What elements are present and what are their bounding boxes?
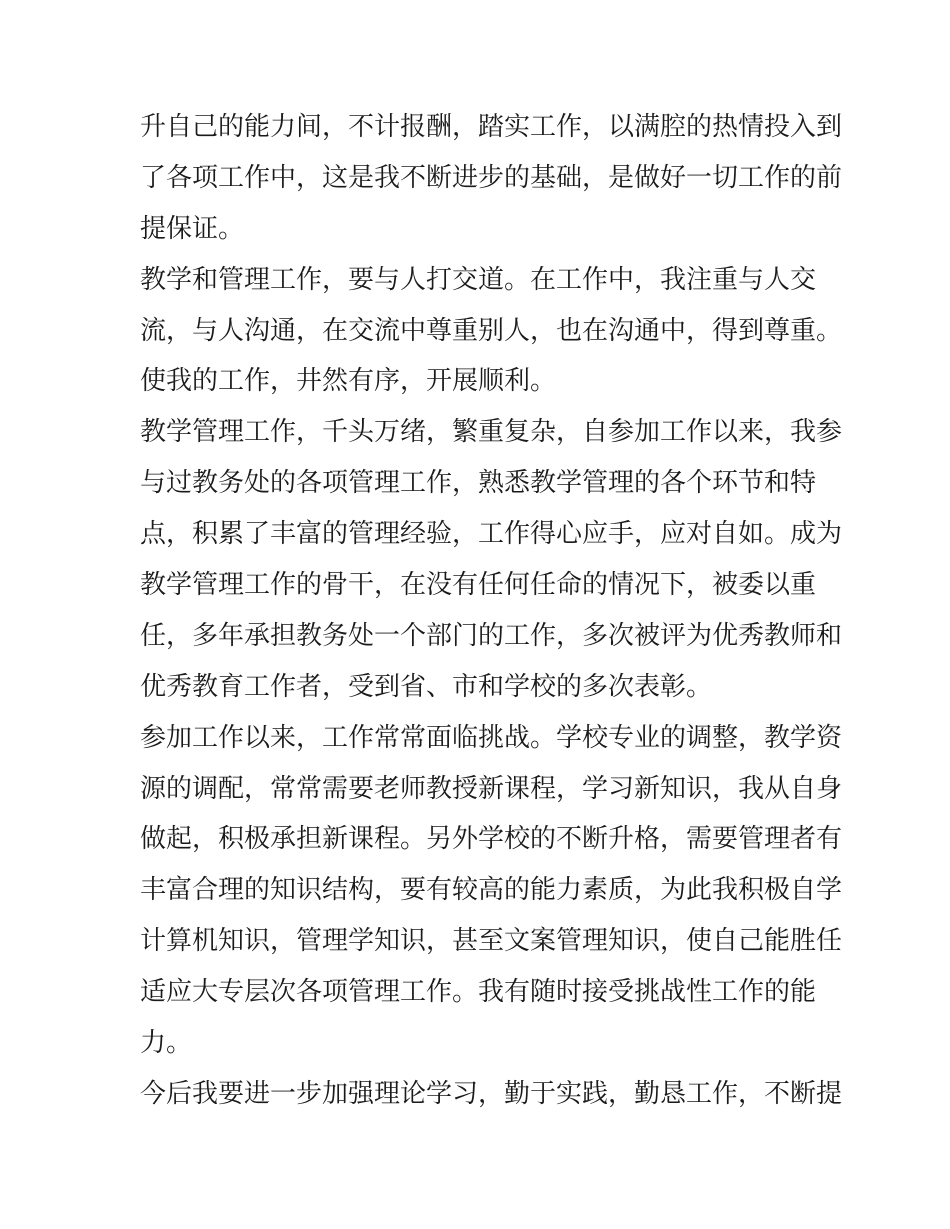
text-line: 源的调配，常常需要老师教授新课程，学习新知识，我从自身 (140, 773, 843, 804)
text-line: 优秀教育工作者，受到省、市和学校的多次表彰。 (140, 671, 713, 702)
text-line: 升自己的能力间，不计报酬，踏实工作，以满腔的热情投入到 (140, 112, 843, 142)
text-line: 教学管理工作，千头万绪，繁重复杂，自参加工作以来，我参 (140, 417, 843, 448)
text-line: 提保证。 (140, 213, 245, 244)
text-line: 了各项工作中，这是我不断进步的基础，是做好一切工作的前 (140, 162, 843, 193)
text-line: 适应大专层次各项管理工作。我有随时接受挑战性工作的能 (140, 977, 817, 1008)
document-body (140, 102, 843, 1120)
text-line: 使我的工作，井然有序，开展顺利。 (140, 366, 557, 397)
text-line: 教学和管理工作，要与人打交道。在工作中，我注重与人交 (140, 264, 817, 295)
text-line: 任，多年承担教务处一个部门的工作，多次被评为优秀教师和 (140, 620, 843, 651)
text-line: 做起，积极承担新课程。另外学校的不断升格，需要管理者有 (140, 824, 843, 855)
text-line: 计算机知识，管理学知识，甚至文案管理知识，使自己能胜任 (140, 926, 843, 957)
text-line: 参加工作以来，工作常常面临挑战。学校专业的调整，教学资 (140, 722, 843, 753)
text-line: 点，积累了丰富的管理经验，工作得心应手，应对自如。成为 (140, 519, 843, 550)
text-line: 流，与人沟通，在交流中尊重别人，也在沟通中，得到尊重。 (140, 315, 843, 346)
text-line: 力。 (140, 1028, 193, 1059)
text-line: 与过教务处的各项管理工作，熟悉教学管理的各个环节和特 (140, 468, 817, 499)
text-line: 教学管理工作的骨干，在没有任何任命的情况下，被委以重 (140, 570, 817, 601)
text-line: 丰富合理的知识结构，要有较高的能力素质，为此我积极自学 (140, 875, 843, 906)
text-line: 今后我要进一步加强理论学习，勤于实践，勤恳工作，不断提 (140, 1078, 843, 1109)
